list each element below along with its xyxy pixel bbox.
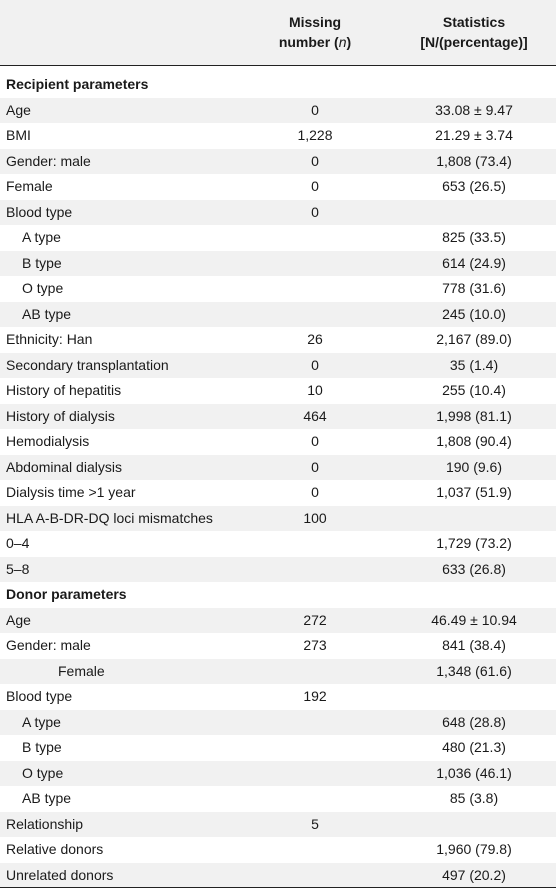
- missing-number-cell: 273: [303, 637, 327, 653]
- table-row: [0, 429, 556, 455]
- table-row: [0, 327, 556, 353]
- table-row: [0, 735, 556, 761]
- table-row: [0, 455, 556, 481]
- missing-number-cell: 0: [311, 458, 319, 475]
- statistics-cell: 825 (33.5): [442, 229, 506, 245]
- row-label: Secondary transplantation: [6, 356, 169, 373]
- missing-number-cell: 192: [303, 688, 327, 704]
- table-row: [0, 659, 556, 685]
- table-row: [0, 302, 556, 328]
- missing-number-cell: 0: [311, 203, 319, 220]
- row-label: Donor parameters: [6, 586, 127, 602]
- row-label: Ethnicity: Han: [6, 331, 93, 347]
- row-label: O type: [22, 764, 64, 781]
- row-label: A type: [22, 713, 61, 730]
- row-label: BMI: [6, 127, 31, 143]
- row-label: B type: [22, 739, 62, 755]
- row-label: B type: [22, 254, 62, 271]
- statistics-header-line2: [N/(percentage)]: [420, 34, 528, 50]
- row-label: 5–8: [6, 560, 30, 577]
- row-label: Blood type: [6, 203, 73, 220]
- table-row: [0, 812, 556, 838]
- row-label: Age: [6, 611, 31, 628]
- statistics-cell: 21.29 ± 3.74: [435, 127, 513, 143]
- statistics-cell: 1,808 (90.4): [436, 433, 512, 449]
- missing-number-cell: 1,228: [297, 127, 333, 143]
- row-label: History of hepatitis: [6, 382, 122, 398]
- statistics-cell: 35 (1.4): [449, 356, 499, 373]
- row-label: HLA A-B-DR-DQ loci mismatches: [6, 509, 213, 526]
- section-header-row: [0, 72, 556, 98]
- table-row: [0, 684, 556, 710]
- missing-number-cell: 5: [311, 815, 319, 832]
- statistics-cell: 190 (9.6): [445, 458, 503, 475]
- row-label: 0–4: [6, 535, 30, 551]
- row-label: Relative donors: [6, 841, 104, 857]
- row-label: Unrelated donors: [6, 866, 114, 883]
- row-label: History of dialysis: [6, 407, 115, 424]
- missing-number-header: [240, 12, 390, 52]
- statistics-cell: 245 (10.0): [442, 305, 506, 322]
- table-row: [0, 557, 556, 583]
- section-header-row: [0, 582, 556, 608]
- statistics-cell: 653 (26.5): [442, 178, 506, 194]
- table-row: [0, 633, 556, 659]
- statistics-cell: 1,960 (79.8): [436, 841, 512, 857]
- table-row: [0, 531, 556, 557]
- table-row: [0, 710, 556, 736]
- statistics-cell: 1,729 (73.2): [436, 535, 512, 551]
- statistics-cell: 2,167 (89.0): [436, 331, 512, 347]
- row-label: Female: [58, 662, 105, 679]
- missing-number-cell: 0: [311, 356, 319, 373]
- row-label: Relationship: [6, 815, 84, 832]
- missing-number-cell: 100: [303, 509, 327, 526]
- table-row: [0, 837, 556, 863]
- row-label: AB type: [22, 790, 72, 806]
- statistics-cell: 1,037 (51.9): [436, 484, 512, 500]
- table-row: [0, 863, 556, 889]
- table-row: [0, 276, 556, 302]
- row-label: AB type: [22, 305, 72, 322]
- statistics-header-line1: Statistics: [442, 14, 506, 30]
- statistics-cell: 1,998 (81.1): [436, 407, 512, 424]
- missing-number-cell: 10: [307, 382, 323, 398]
- table-row: [0, 761, 556, 787]
- table-row: [0, 251, 556, 277]
- row-label: Female: [6, 178, 53, 194]
- statistics-cell: 841 (38.4): [442, 637, 506, 653]
- table-row: [0, 608, 556, 634]
- missing-header-line2: [240, 32, 390, 52]
- statistics-cell: 1,808 (73.4): [436, 152, 512, 169]
- table-row: [0, 404, 556, 430]
- table-bottom-rule: [0, 887, 556, 888]
- row-label: Blood type: [6, 688, 73, 704]
- statistics-cell: 33.08 ± 9.47: [435, 101, 513, 118]
- table-row: [0, 174, 556, 200]
- table-row: [0, 378, 556, 404]
- statistics-cell: 633 (26.8): [442, 560, 506, 577]
- statistics-cell: 1,348 (61.6): [436, 662, 512, 679]
- missing-number-cell: 0: [311, 101, 319, 118]
- missing-number-cell: 0: [311, 178, 319, 194]
- statistics-cell: 778 (31.6): [442, 280, 506, 296]
- table-row: [0, 786, 556, 812]
- missing-number-cell: 0: [311, 433, 319, 449]
- table-row: [0, 200, 556, 226]
- missing-header-line1: Missing: [288, 14, 342, 30]
- table-row: [0, 353, 556, 379]
- missing-number-cell: 26: [307, 331, 323, 347]
- statistics-cell: 46.49 ± 10.94: [431, 611, 517, 628]
- statistics-cell: 85 (3.8): [449, 790, 499, 806]
- missing-header-suffix: ): [346, 34, 352, 50]
- row-label: Gender: male: [6, 152, 91, 169]
- row-label: A type: [22, 229, 61, 245]
- table-header: [0, 0, 556, 66]
- table-row: [0, 123, 556, 149]
- row-label: Age: [6, 101, 31, 118]
- statistics-cell: 1,036 (46.1): [436, 764, 512, 781]
- statistics-cell: 614 (24.9): [442, 254, 506, 271]
- missing-number-cell: 464: [303, 407, 327, 424]
- row-label: Dialysis time >1 year: [6, 484, 136, 500]
- row-label: Abdominal dialysis: [6, 458, 122, 475]
- table-row: [0, 506, 556, 532]
- statistics-cell: 648 (28.8): [442, 713, 506, 730]
- table-row: [0, 225, 556, 251]
- row-label: Gender: male: [6, 637, 91, 653]
- table-row: [0, 480, 556, 506]
- statistics-cell: 255 (10.4): [442, 382, 506, 398]
- table-body: [0, 72, 556, 888]
- missing-number-cell: 0: [311, 484, 319, 500]
- missing-header-prefix: number (: [278, 34, 339, 50]
- table-row: [0, 98, 556, 124]
- statistics-header: [400, 12, 548, 52]
- statistics-cell: 480 (21.3): [442, 739, 506, 755]
- row-label: Hemodialysis: [6, 433, 90, 449]
- statistics-cell: 497 (20.2): [442, 866, 506, 883]
- missing-header-variable: n: [338, 34, 347, 50]
- table-row: [0, 149, 556, 175]
- missing-number-cell: 0: [311, 152, 319, 169]
- missing-number-cell: 272: [303, 611, 327, 628]
- row-label: O type: [22, 280, 64, 296]
- row-label: Recipient parameters: [6, 76, 149, 92]
